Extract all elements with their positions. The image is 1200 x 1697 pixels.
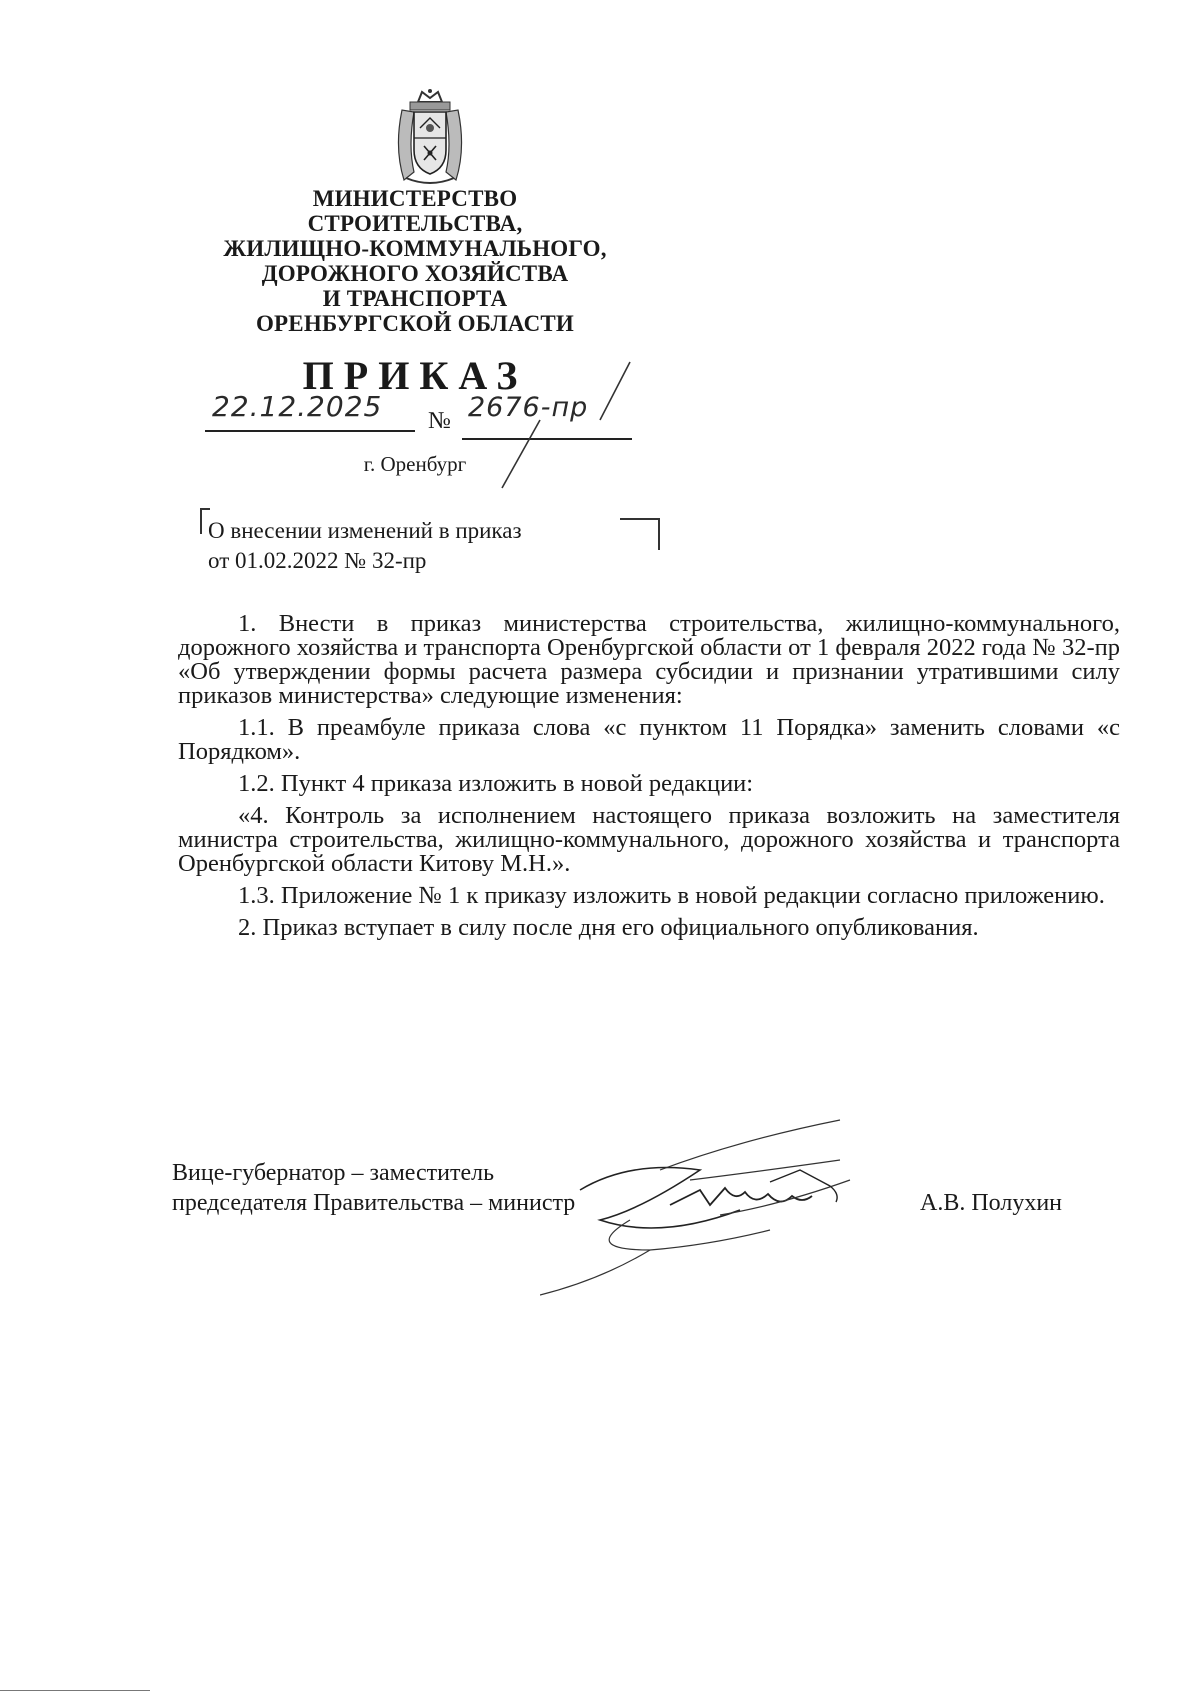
paragraph-1-1: 1.1. В преамбуле приказа слова «с пунктом 11 Порядка» заменить словами «с Порядком». bbox=[178, 714, 1120, 765]
ministry-line: ДОРОЖНОГО ХОЗЯЙСТВА bbox=[261, 261, 569, 286]
ministry-line: МИНИСТЕРСТВО bbox=[312, 186, 518, 211]
order-body bbox=[178, 612, 1120, 948]
paragraph-1-2: 1.2. Пункт 4 приказа изложить в новой редакции: bbox=[238, 770, 754, 797]
paragraph-2: 2. Приказ вступает в силу после дня его официального опубликования. bbox=[238, 914, 979, 941]
document-type-title: ПРИКАЗ bbox=[302, 353, 528, 398]
handwritten-date: 22.12.2025 bbox=[212, 390, 383, 423]
ministry-line: ЖИЛИЩНО-КОММУНАЛЬНОГО, bbox=[223, 236, 607, 261]
position-line: председателя Правительства – министр bbox=[172, 1190, 576, 1216]
page-edge-line bbox=[0, 1690, 150, 1691]
paragraph-quote-4: «4. Контроль за исполнением настоящего приказа возложить на заместителя министра строительства, жилищно-коммунального, дорожного хозяйства и транспорта Оренбургской области Китову М.Н.». bbox=[178, 802, 1120, 877]
paragraph-1: 1. Внести в приказ министерства строительства, жилищно-коммунального, дорожного хозяйства и транспорта Оренбургской области от 1 февраля 2022 года № 32-пр «Об утверждении формы расчета размера субсидии и признании утратившими силу приказов министерства» следующие изменения: bbox=[178, 610, 1120, 709]
date-underline bbox=[205, 430, 415, 432]
subject-bracket-right bbox=[620, 518, 660, 550]
handwritten-number: 2676-пр bbox=[468, 392, 589, 423]
city-label: г. Оренбург bbox=[363, 452, 467, 476]
ministry-line: СТРОИТЕЛЬСТВА, bbox=[307, 211, 523, 236]
signer-name: А.В. Полухин bbox=[920, 1190, 1063, 1216]
number-sign: № bbox=[428, 408, 451, 434]
paragraph-1-3: 1.3. Приложение № 1 к приказу изложить в новой редакции согласно приложению. bbox=[238, 882, 1105, 909]
signer-position bbox=[172, 1158, 575, 1218]
subject-line: от 01.02.2022 № 32-пр bbox=[208, 548, 427, 573]
ministry-line: ОРЕНБУРГСКОЙ ОБЛАСТИ bbox=[255, 311, 575, 336]
coat-of-arms-icon bbox=[380, 88, 480, 188]
subject-line: О внесении изменений в приказ bbox=[208, 518, 522, 543]
subject-heading bbox=[208, 516, 522, 576]
handwritten-signature bbox=[540, 1110, 930, 1310]
ministry-line: И ТРАНСПОРТА bbox=[322, 286, 508, 311]
ministry-name bbox=[200, 186, 630, 336]
position-line: Вице-губернатор – заместитель bbox=[172, 1160, 495, 1186]
